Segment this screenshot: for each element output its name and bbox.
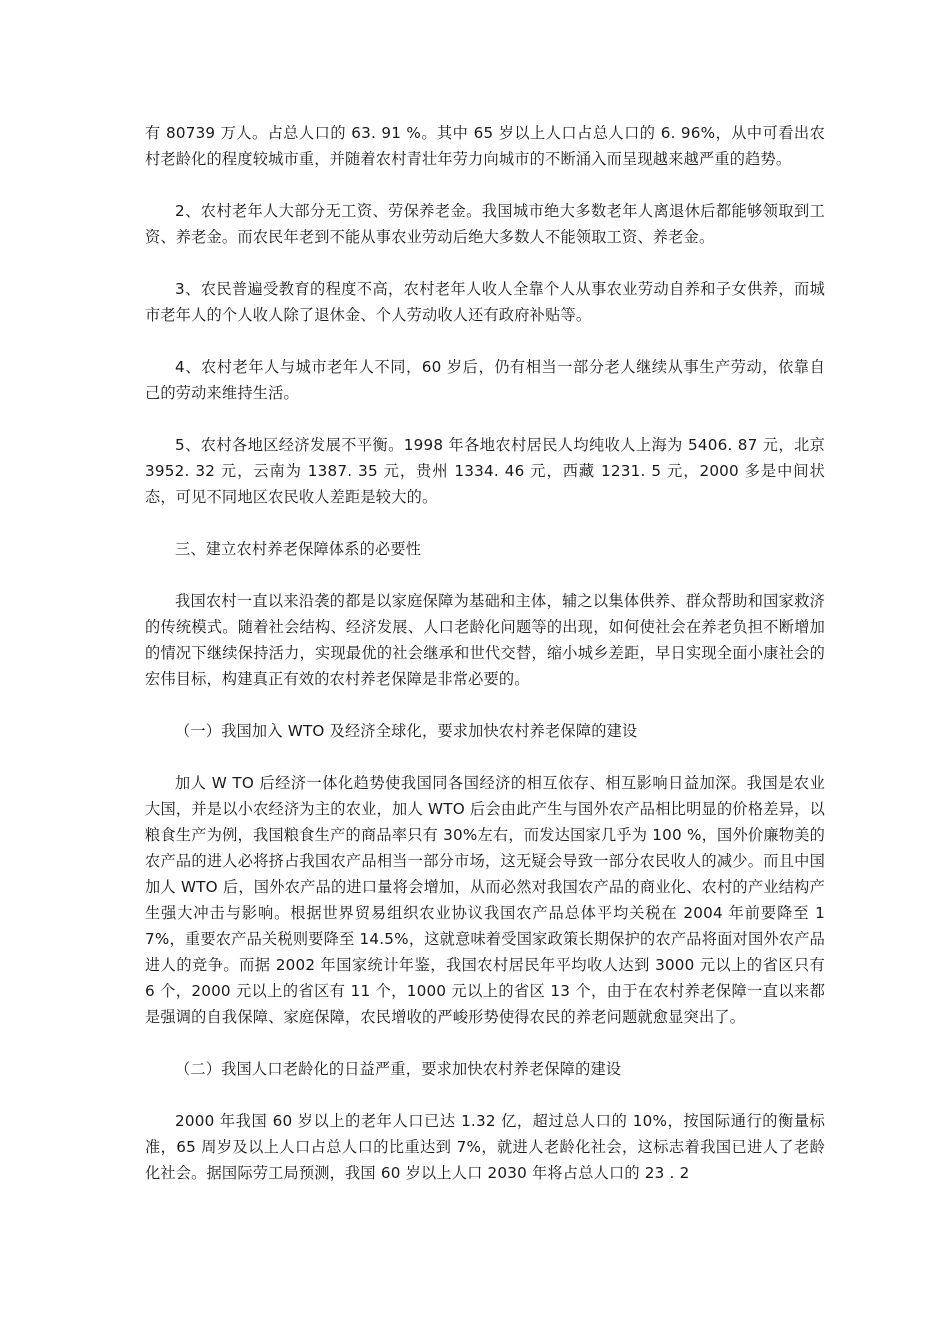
section-heading-3: 三、建立农村养老保障体系的必要性 — [175, 540, 422, 558]
paragraph-point-5-regional-imbalance: 5、农村各地区经济发展不平衡。1998 年各地农村居民人均纯收人上海为 5406. 87 元，北京 3952. 32 元，云南为 1387. 35 元，贵州 1334. 46 元，西藏 1231. 5 元，2000 多是中间状态，可见不同地区农民收人差距是较大的。 — [145, 436, 825, 506]
paragraph-point-2-no-pension: 2、农村老年人大部分无工资、劳保养老金。我国城市绝大多数老年人离退休后都能够领取到工资、养老金。而农民年老到不能从事农业劳动后绝大多数人不能领取工资、养老金。 — [145, 202, 825, 246]
paragraph-rural-aging-continuation: 有 80739 万人。占总人口的 63. 91 %。其中 65 岁以上人口占总人口的 6. 96%，从中可看出农村老龄化的程度较城市重，并随着农村青壮年劳力向城市的不断涌入而呈现越来越严重的趋势。 — [145, 124, 825, 168]
paragraph-traditional-model: 我国农村一直以来沿袭的都是以家庭保障为基础和主体，辅之以集体供养、群众帮助和国家救济的传统模式。随着社会结构、经济发展、人口老龄化问题等的出现，如何使社会在养老负担不断增加的情况下继续保持活力，实现最优的社会继承和世代交替，缩小城乡差距，早日实现全面小康社会的宏伟目标，构建真正有效的农村养老保障是非常必要的。 — [145, 592, 825, 688]
subsection-heading-2-aging: （二）我国人口老龄化的日益严重，要求加快农村养老保障的建设 — [175, 1060, 622, 1078]
paragraph-point-3-education: 3、农民普遍受教育的程度不高，农村老年人收人全靠个人从事农业劳动自养和子女供养，而城市老年人的个人收人除了退休金、个人劳动收人还有政府补贴等。 — [145, 280, 825, 324]
paragraph-aging-statistics: 2000 年我国 60 岁以上的老年人口已达 1.32 亿，超过总人口的 10%，按国际通行的衡量标准，65 周岁及以上人口占总人口的比重达到 7%，就进人老龄化社会，这标志着我国已进人了老龄化社会。据国际劳工局预测，我国 60 岁以上人口 2030 年将占总人口的 23 . 2 — [145, 1112, 825, 1182]
document-page — [145, 120, 825, 1212]
paragraph-wto-impact: 加人 W TO 后经济一体化趋势使我国同各国经济的相互依存、相互影响日益加深。我国是农业大国，并是以小农经济为主的农业，加人 WTO 后会由此产生与国外农产品相比明显的价格差异，以粮食生产为例，我国粮食生产的商品率只有 30%左右，而发达国家几乎为 100 %，国外价廉物美的农产品的进人必将挤占我国农产品相当一部分市场，这无疑会导致一部分农民收人的减少。而且中国加人 WTO 后，国外农产品的进口量将会增加，从而必然对我国农产品的商业化、农村的产业结构产生强大冲击与影响。根据世界贸易组织农业协议我国农产品总体平均关税在 2004 年前要降至 17%，重要农产品关税则要降至 14.5%，这就意味着受国家政策长期保护的农产品将面对国外农产品进人的竞争。而据 2002 年国家统计年鉴，我国农村居民年平均收人达到 3000 元以上的省区只有 6 个，2000 元以上的省区有 11 个，1000 元以上的省区 13 个，由于在农村养老保障一直以来都是强调的自我保障、家庭保障，农民增收的严峻形势使得农民的养老问题就愈显突出了。 — [145, 774, 825, 1026]
paragraph-point-4-continued-labor: 4、农村老年人与城市老年人不同，60 岁后，仍有相当一部分老人继续从事生产劳动，依靠自己的劳动来维持生活。 — [145, 358, 825, 402]
subsection-heading-1-wto: （一）我国加入 WTO 及经济全球化，要求加快农村养老保障的建设 — [175, 722, 638, 740]
